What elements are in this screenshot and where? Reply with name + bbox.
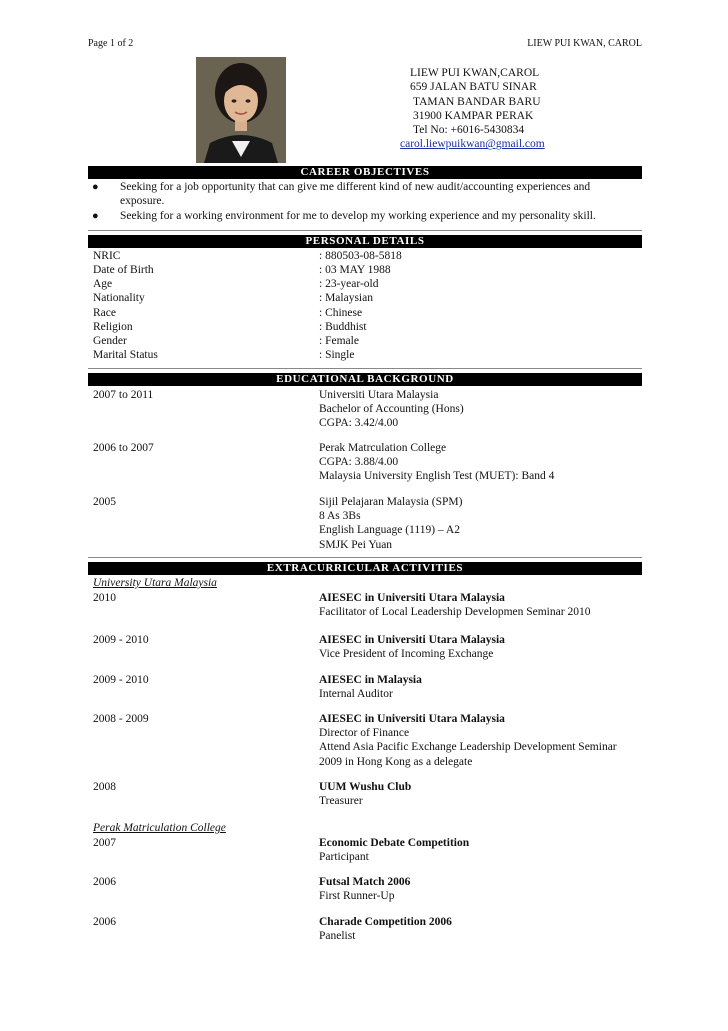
activity-line: Internal Auditor: [319, 688, 393, 701]
activity-org: Futsal Match 2006: [319, 876, 411, 888]
section-divider: [88, 368, 642, 369]
detail-value: : Female: [319, 335, 359, 347]
activity-year: 2006: [93, 876, 116, 888]
detail-value: : Single: [319, 349, 355, 361]
contact-tel: Tel No: +6016-5430834: [413, 124, 525, 137]
activity-line: Director of Finance: [319, 727, 410, 740]
contact-name: LIEW PUI KWAN,CAROL: [410, 67, 540, 79]
detail-value: : Buddhist: [319, 321, 367, 333]
personal-details-heading: PERSONAL DETAILS: [88, 235, 642, 248]
detail-value: : 23-year-old: [319, 278, 379, 290]
section-divider: [88, 230, 642, 231]
detail-label: Marital Status: [93, 349, 158, 361]
activity-line: Panelist: [319, 930, 356, 943]
detail-label: Religion: [93, 321, 133, 333]
activity-org: AIESEC in Universiti Utara Malaysia: [319, 634, 505, 646]
education-line: SMJK Pei Yuan: [319, 538, 393, 551]
header-name: LIEW PUI KWAN, CAROL: [527, 38, 642, 49]
extracurricular-heading: EXTRACURRICULAR ACTIVITIES: [88, 562, 642, 575]
activity-year: 2008: [93, 781, 116, 793]
education-line: CGPA: 3.88/4.00: [319, 456, 399, 469]
education-detail: [319, 495, 462, 552]
activity-year: 2006: [93, 916, 116, 928]
activity-org: Economic Debate Competition: [319, 837, 470, 849]
contact-block: [400, 66, 545, 152]
activity-group-heading: University Utara Malaysia: [93, 577, 217, 589]
activity-detail: [319, 915, 452, 943]
education-line: Malaysia University English Test (MUET): Band 4: [319, 470, 555, 483]
activity-org: AIESEC in Universiti Utara Malaysia: [319, 592, 505, 604]
education-heading: EDUCATIONAL BACKGROUND: [88, 373, 642, 386]
education-line: 8 As 3Bs: [319, 510, 361, 523]
activity-year: 2009 - 2010: [93, 674, 149, 686]
detail-label: NRIC: [93, 250, 121, 262]
activity-line: Vice President of Incoming Exchange: [319, 648, 494, 661]
detail-value: : Chinese: [319, 307, 363, 319]
activity-detail: [319, 780, 411, 808]
detail-value: : Malaysian: [319, 292, 373, 304]
activity-line: Attend Asia Pacific Exchange Leadership Development Seminar: [319, 741, 617, 754]
detail-label: Nationality: [93, 292, 145, 304]
activity-org: UUM Wushu Club: [319, 781, 412, 793]
education-year: 2005: [93, 496, 116, 508]
activity-year: 2010: [93, 592, 116, 604]
education-line: Sijil Pelajaran Malaysia (SPM): [319, 496, 463, 508]
detail-label: Race: [93, 307, 116, 319]
detail-label: Age: [93, 278, 113, 290]
education-year: 2007 to 2011: [93, 389, 154, 401]
education-year: 2006 to 2007: [93, 442, 154, 454]
activity-line: 2009 in Hong Kong as a delegate: [319, 755, 473, 768]
education-detail: [319, 388, 464, 431]
activity-detail: [319, 836, 469, 864]
activity-detail: [319, 875, 410, 903]
career-objective-2: Seeking for a working environment for me to develop my working experience and my personality skill.: [120, 210, 596, 222]
detail-value: : 03 MAY 1988: [319, 264, 391, 276]
career-objectives-heading: CAREER OBJECTIVES: [88, 166, 642, 179]
education-line: Bachelor of Accounting (Hons): [319, 403, 464, 416]
activity-detail: [319, 633, 505, 661]
education-line: English Language (1119) – A2: [319, 524, 460, 537]
activity-detail: [319, 591, 590, 619]
education-line: Perak Matrculation College: [319, 442, 447, 454]
activity-line: First Runner-Up: [319, 890, 395, 903]
activity-group-heading: Perak Matriculation College: [93, 822, 226, 834]
activity-detail: [319, 673, 422, 701]
activity-org: AIESEC in Universiti Utara Malaysia: [319, 713, 505, 725]
contact-area: TAMAN BANDAR BARU: [413, 95, 541, 108]
activity-line: Treasurer: [319, 795, 363, 808]
contact-street: 659 JALAN BATU SINAR: [410, 81, 537, 94]
activity-org: Charade Competition 2006: [319, 916, 452, 928]
career-objective-1: Seeking for a job opportunity that can give me different kind of new audit/accounting experiences and exposure.: [120, 181, 591, 208]
contact-city: 31900 KAMPAR PERAK: [413, 109, 534, 122]
detail-label: Gender: [93, 335, 127, 347]
activity-year: 2009 - 2010: [93, 634, 149, 646]
activity-line: Participant: [319, 851, 369, 864]
detail-label: Date of Birth: [93, 264, 154, 276]
education-detail: [319, 441, 554, 484]
activity-detail: [319, 712, 617, 769]
education-line: CGPA: 3.42/4.00: [319, 417, 399, 430]
activity-year: 2008 - 2009: [93, 713, 149, 725]
activity-org: AIESEC in Malaysia: [319, 674, 422, 686]
page-number: Page 1 of 2: [88, 38, 134, 49]
profile-photo: [196, 57, 286, 163]
section-divider: [88, 557, 642, 558]
bullet-icon: ●: [92, 210, 99, 222]
education-line: Universiti Utara Malaysia: [319, 389, 439, 401]
contact-email-link[interactable]: carol.liewpuikwan@gmail.com: [400, 138, 545, 151]
bullet-icon: ●: [92, 181, 99, 193]
activity-year: 2007: [93, 837, 116, 849]
detail-value: : 880503-08-5818: [319, 250, 402, 262]
activity-line: Facilitator of Local Leadership Developmen Seminar 2010: [319, 606, 591, 619]
